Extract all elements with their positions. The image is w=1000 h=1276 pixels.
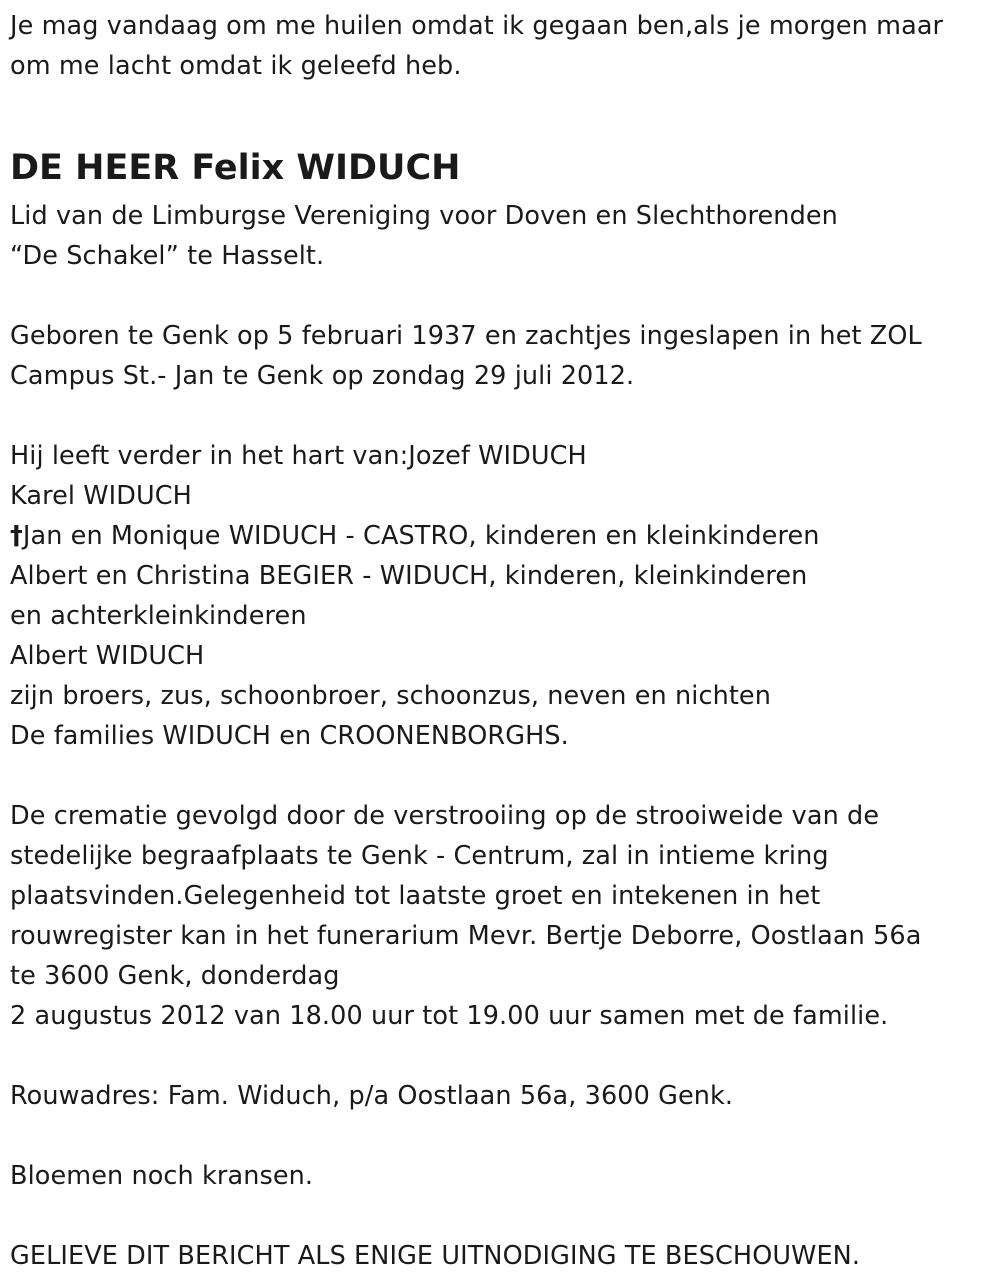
birth-death-line-2: Campus St.- Jan te Genk op zondag 29 juli 2012. xyxy=(10,361,635,391)
ceremony-line-5: te 3600 Genk, donderdag xyxy=(10,961,340,991)
ceremony-line-2: stedelijke begraafplaats te Genk - Centrum, zal in intieme kring xyxy=(10,841,829,871)
spacer xyxy=(10,276,995,316)
flowers-note: Bloemen noch kransen. xyxy=(10,1161,314,1191)
spacer xyxy=(10,396,995,436)
survivor-albert-christina: Albert en Christina BEGIER - WIDUCH, kinderen, kleinkinderen xyxy=(10,561,808,591)
survivor-families: De families WIDUCH en CROONENBORGHS. xyxy=(10,721,569,751)
membership-line-1: Lid van de Limburgse Vereniging voor Doven en Slechthorenden xyxy=(10,201,838,231)
ceremony-line-4: rouwregister kan in het funerarium Mevr. Bertje Deborre, Oostlaan 56a xyxy=(10,921,922,951)
deceased-name: DE HEER Felix WIDUCH xyxy=(10,148,461,188)
survivor-albert: Albert WIDUCH xyxy=(10,641,205,671)
cross-icon: † xyxy=(10,521,23,551)
spacer xyxy=(10,1036,995,1076)
spacer xyxy=(10,1196,995,1236)
spacer xyxy=(10,756,995,796)
motto-line-1: Je mag vandaag om me huilen omdat ik gegaan ben,als je morgen maar xyxy=(10,11,944,41)
survivor-relatives: zijn broers, zus, schoonbroer, schoonzus, neven en nichten xyxy=(10,681,771,711)
obituary-notice xyxy=(10,6,995,1276)
ceremony-line-1: De crematie gevolgd door de verstrooiing op de strooiweide van de xyxy=(10,801,880,831)
survivor-achterkleinkinderen: en achterkleinkinderen xyxy=(10,601,307,631)
survivors-intro: Hij leeft verder in het hart van:Jozef WIDUCH xyxy=(10,441,587,471)
survivor-jan xyxy=(10,516,995,556)
survivor-karel: Karel WIDUCH xyxy=(10,481,192,511)
closing-note: GELIEVE DIT BERICHT ALS ENIGE UITNODIGING TE BESCHOUWEN. xyxy=(10,1241,861,1271)
ceremony-line-3: plaatsvinden.Gelegenheid tot laatste groet en intekenen in het xyxy=(10,881,821,911)
motto-line-2: om me lacht omdat ik geleefd heb. xyxy=(10,51,462,81)
survivor-jan-text: Jan en Monique WIDUCH - CASTRO, kinderen en kleinkinderen xyxy=(22,521,820,551)
birth-death-line-1: Geboren te Genk op 5 februari 1937 en zachtjes ingeslapen in het ZOL xyxy=(10,321,922,351)
spacer xyxy=(10,1116,995,1156)
mourning-address: Rouwadres: Fam. Widuch, p/a Oostlaan 56a, 3600 Genk. xyxy=(10,1081,734,1111)
membership-line-2: “De Schakel” te Hasselt. xyxy=(10,241,325,271)
ceremony-line-6: 2 augustus 2012 van 18.00 uur tot 19.00 uur samen met de familie. xyxy=(10,1001,889,1031)
